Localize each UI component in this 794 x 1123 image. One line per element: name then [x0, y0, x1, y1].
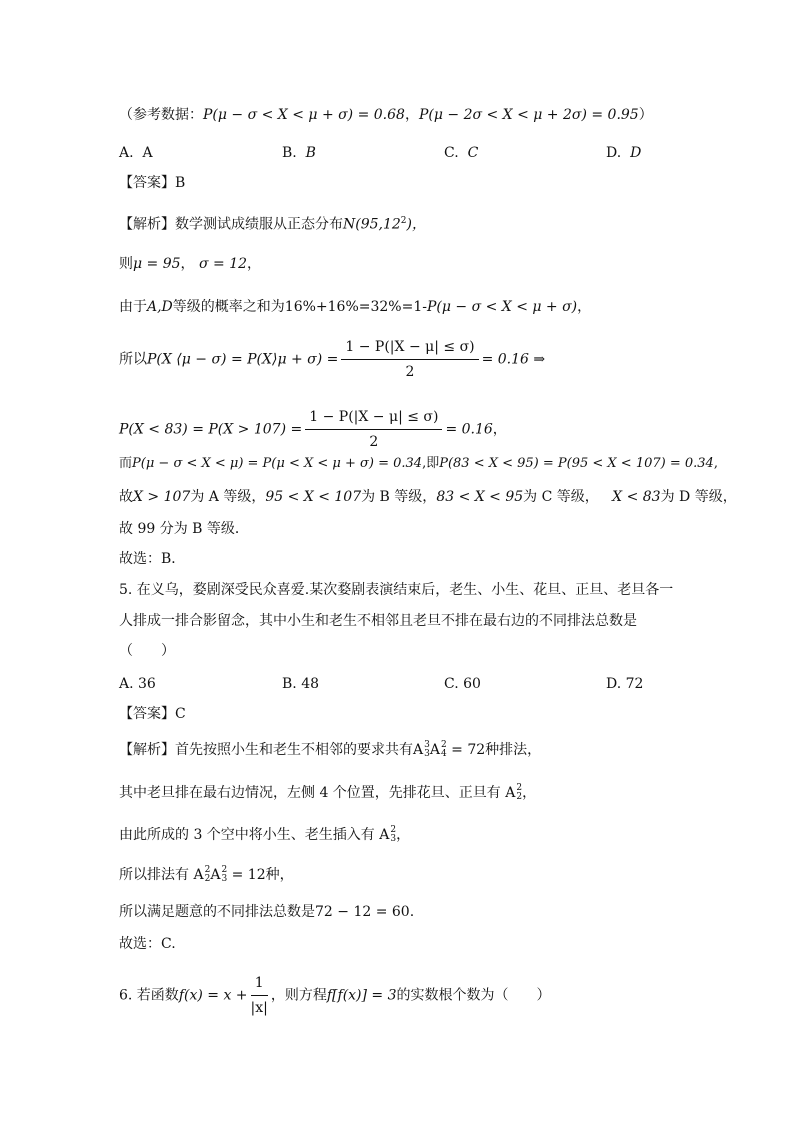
perm-a42 — [430, 742, 447, 758]
perm-symbol: A — [413, 742, 424, 758]
q4-analysis-line-3 — [119, 297, 591, 317]
q5-analysis-line-5 — [119, 902, 414, 922]
perm-symbol: A — [379, 827, 390, 843]
math: P(μ − σ < X < μ + σ) — [426, 299, 578, 315]
perm-a22 — [505, 785, 522, 801]
ref-suffix: ） — [638, 107, 653, 123]
q5-analysis-line-1 — [119, 740, 541, 760]
option-label: D. — [606, 145, 622, 161]
perm-symbol: A — [193, 867, 204, 883]
text: , — [713, 456, 718, 471]
q4-option-c — [444, 143, 478, 163]
q5-analysis-line-2 — [119, 783, 536, 803]
fraction — [251, 973, 268, 1018]
math: 95 < X < 107 — [265, 489, 362, 505]
q5-stem-line-2: 人排成一排合影留念，其中小生和老生不相邻且老旦不排在最右边的不同排法总数是 — [119, 613, 637, 629]
q4-analysis-line-7 — [119, 487, 737, 507]
math: P(X < 83) = P(X > 107) = — [119, 421, 303, 438]
perm-sup: 2 — [204, 865, 211, 875]
perm-symbol: A — [210, 867, 221, 883]
fraction — [305, 407, 442, 452]
q4-option-a — [119, 143, 153, 163]
perm-sup: 2 — [516, 783, 523, 793]
text: ， — [180, 256, 195, 272]
option-value: D — [630, 145, 642, 161]
math: = 0.16 ⇒ — [481, 351, 546, 368]
text: 由此所成的 3 个空中将小生、老生插入有 — [119, 827, 375, 843]
q4-analysis-line-1 — [119, 211, 426, 235]
math: 83 < X < 95 — [436, 489, 524, 505]
math: A,D — [147, 299, 173, 315]
option-label: C. — [444, 676, 459, 692]
text: 首先按照小生和老生不相邻的要求共有 — [175, 742, 413, 758]
text: 数学测试成绩服从正态分布 — [175, 216, 343, 233]
text: ，则方程 — [270, 987, 327, 1004]
math: f[f(x)] = 3 — [326, 987, 397, 1004]
superscript: 2 — [400, 216, 407, 226]
perm-sub: 2 — [204, 874, 211, 884]
perm-sub: 2 — [516, 792, 523, 802]
text: 为 A 等级， — [190, 489, 266, 505]
text: 为 B 等级， — [361, 489, 437, 505]
q4-answer: 【答案】B — [119, 175, 186, 191]
q4-analysis-line-4 — [119, 337, 545, 382]
analysis-tag: 【解析】 — [119, 742, 175, 758]
q4-analysis-line-5 — [119, 407, 507, 452]
text: 种， — [265, 867, 294, 883]
option-value: B — [305, 145, 316, 161]
option-value: 60 — [463, 676, 481, 692]
fraction — [341, 337, 478, 382]
q5-option-a — [119, 674, 156, 694]
text: 的实数根个数为（ ） — [396, 987, 551, 1004]
q5-option-c — [444, 674, 481, 694]
fraction-numerator: 1 − P(|X − μ| ≤ σ) — [305, 407, 442, 430]
text: 由于 — [119, 299, 147, 315]
math: σ = 12 — [199, 256, 248, 272]
math: = 0.16 — [445, 421, 493, 438]
fraction-numerator: 1 − P(|X − μ| ≤ σ) — [341, 337, 478, 360]
perm-sub: 4 — [440, 749, 447, 759]
perm-a33 — [413, 742, 430, 758]
text: ,即 — [422, 456, 440, 471]
ref-sep: ， — [404, 107, 419, 123]
option-value: 72 — [625, 676, 644, 692]
option-label: A. — [119, 676, 134, 692]
q5-final-choice: 故选：C. — [119, 936, 176, 952]
perm-sub: 3 — [390, 834, 397, 844]
text: 为 D 等级， — [660, 489, 737, 505]
math: P(83 < X < 95) = P(95 < X < 107) = 0.34 — [439, 456, 714, 471]
math: μ = 95 — [133, 256, 181, 272]
option-value: A — [142, 145, 153, 161]
text: 而 — [119, 456, 133, 471]
text: 故 — [119, 489, 133, 505]
fraction-denominator: |x| — [250, 1000, 268, 1016]
text: 等级的概率之和为16%+16%=32%=1- — [172, 299, 427, 315]
option-value: C — [467, 145, 479, 161]
perm-sub: 3 — [424, 749, 430, 759]
q4-analysis-line-6 — [119, 454, 718, 474]
option-label: C. — [444, 145, 459, 161]
q5-stem-line-3: （ ） — [119, 643, 175, 659]
q5-answer: 【答案】C — [119, 706, 186, 722]
q5-stem-line-1: 5. 在义乌，婺剧深受民众喜爱.某次婺剧表演结束后，老生、小生、花旦、正旦、老旦各一 — [119, 582, 674, 598]
text: 种排法， — [485, 742, 542, 758]
perm-symbol: A — [429, 742, 440, 758]
text: ， — [492, 421, 507, 438]
q5-analysis-line-3 — [119, 825, 410, 845]
math: X > 107 — [133, 489, 191, 505]
text: . — [409, 904, 415, 920]
perm-a32 — [210, 867, 227, 883]
perm-sup: 2 — [221, 865, 228, 875]
math: 72 − 12 = 60 — [315, 904, 410, 920]
ref-prefix: （参考数据： — [119, 107, 203, 123]
q4-analysis-line-8: 故 99 分为 B 等级． — [119, 521, 249, 537]
q4-option-b — [282, 143, 316, 163]
fraction-denominator: 2 — [405, 364, 415, 380]
option-value: 36 — [138, 676, 156, 692]
text: 所以排法有 — [119, 867, 189, 883]
q5-analysis-line-4 — [119, 865, 294, 885]
perm-sup: 2 — [390, 825, 397, 835]
fraction-numerator: 1 — [251, 973, 268, 996]
perm-symbol: A — [505, 785, 516, 801]
math: = 12 — [231, 867, 266, 883]
analysis-tag: 【解析】 — [119, 216, 175, 233]
math: = 72 — [451, 742, 486, 758]
q6-stem — [119, 973, 551, 1018]
text: 为 C 等级， — [523, 489, 599, 505]
ref-p2: P — [418, 107, 429, 123]
text: ， — [247, 256, 262, 272]
perm-sup: 2 — [440, 740, 447, 750]
ref-p1: P — [203, 107, 213, 123]
math: f(x) = x + — [178, 987, 248, 1004]
option-label: B. — [282, 676, 297, 692]
ref-expr-1: (μ − σ < X < μ + σ) = 0.68 — [212, 107, 405, 123]
perm-a32 — [379, 827, 396, 843]
option-value: 48 — [301, 676, 320, 692]
text: 6. 若函数 — [119, 987, 179, 1004]
q4-option-d — [606, 143, 641, 163]
q5-option-b — [282, 674, 319, 694]
text: 则 — [119, 256, 133, 272]
math: N(95,12 — [343, 216, 401, 233]
text: 其中老旦排在最右边情况，左侧 4 个位置，先排花旦、正旦有 — [119, 785, 501, 801]
text: 所以满足题意的不同排法总数是 — [119, 904, 315, 920]
perm-sub: 3 — [221, 874, 228, 884]
option-label: A. — [119, 145, 134, 161]
math: )， — [406, 216, 426, 233]
reference-data-line — [119, 105, 653, 125]
fraction-denominator: 2 — [369, 434, 379, 450]
q4-analysis-line-2 — [119, 254, 261, 274]
q4-final-choice: 故选：B． — [119, 551, 186, 567]
text: 所以 — [119, 351, 147, 368]
option-label: D. — [606, 676, 622, 692]
ref-expr-2: (μ − 2σ < X < μ + 2σ) = 0.95 — [428, 107, 639, 123]
text: ， — [396, 827, 411, 843]
perm-a22 — [193, 867, 210, 883]
math: P(X ⟨μ − σ) = P(X⟩μ + σ) = — [147, 351, 339, 368]
perm-sup: 3 — [424, 740, 430, 750]
math: P(μ − σ < X < μ) = P(μ < X < μ + σ) = 0.34 — [132, 456, 423, 471]
text: ， — [522, 785, 537, 801]
math: X < 83 — [612, 489, 661, 505]
option-label: B. — [282, 145, 297, 161]
text: ， — [577, 299, 592, 315]
q5-option-d — [606, 674, 643, 694]
